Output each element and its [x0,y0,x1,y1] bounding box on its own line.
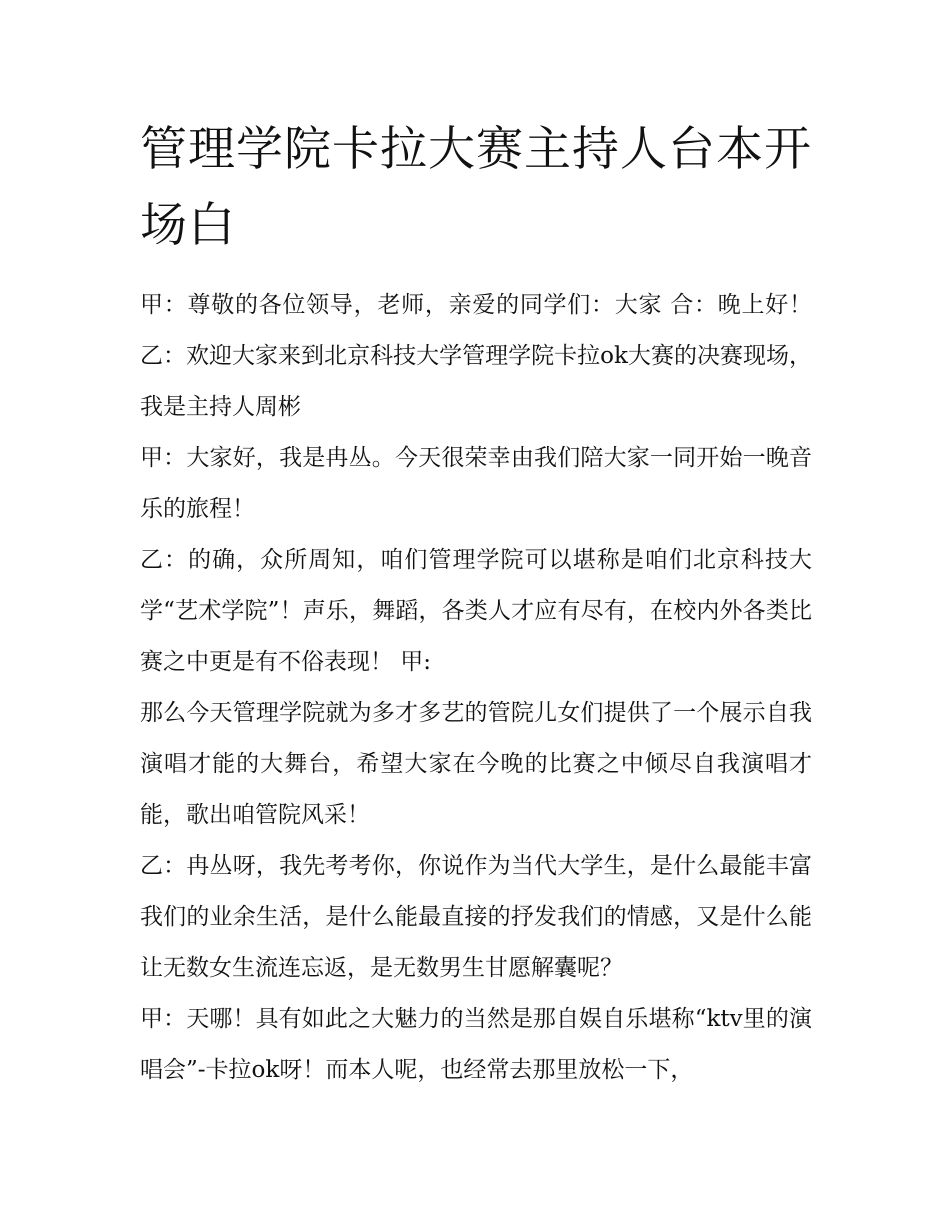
document-title: 管理学院卡拉大赛主持人台本开场白 [140,122,812,253]
paragraph-4: 那么今天管理学院就为多才多艺的管院儿女们提供了一个展示自我演唱才能的大舞台，希望大家在今晚的比赛之中倾尽自我演唱才能，歌出咱管院风采！ [140,700,812,828]
paragraph-3: 乙：的确，众所周知，咱们管理学院可以堪称是咱们北京科技大学“艺术学院”！声乐，舞蹈，各类人才应有尽有，在校内外各类比赛之中更是有不俗表现！ 甲: [140,547,812,675]
paragraph-1: 甲：尊敬的各位领导，老师，亲爱的同学们：大家 合：晚上好！ 乙：欢迎大家来到北京科技大学管理学院卡拉ok大赛的决赛现场，我是主持人周彬 [140,292,812,420]
paragraph-5: 乙：冉丛呀，我先考考你，你说作为当代大学生，是什么最能丰富我们的业余生活，是什么能最直接的抒发我们的情感，又是什么能让无数女生流连忘返，是无数男生甘愿解囊呢？ [140,853,812,981]
document-page [140,112,812,1096]
paragraph-6: 甲：天哪！具有如此之大魅力的当然是那自娱自乐堪称“ktv里的演唱会”-卡拉ok呀！而本人呢，也经常去那里放松一下， [140,1006,812,1083]
paragraph-2: 甲：大家好，我是冉丛。今天很荣幸由我们陪大家一同开始一晚音乐的旅程！ [140,445,812,522]
